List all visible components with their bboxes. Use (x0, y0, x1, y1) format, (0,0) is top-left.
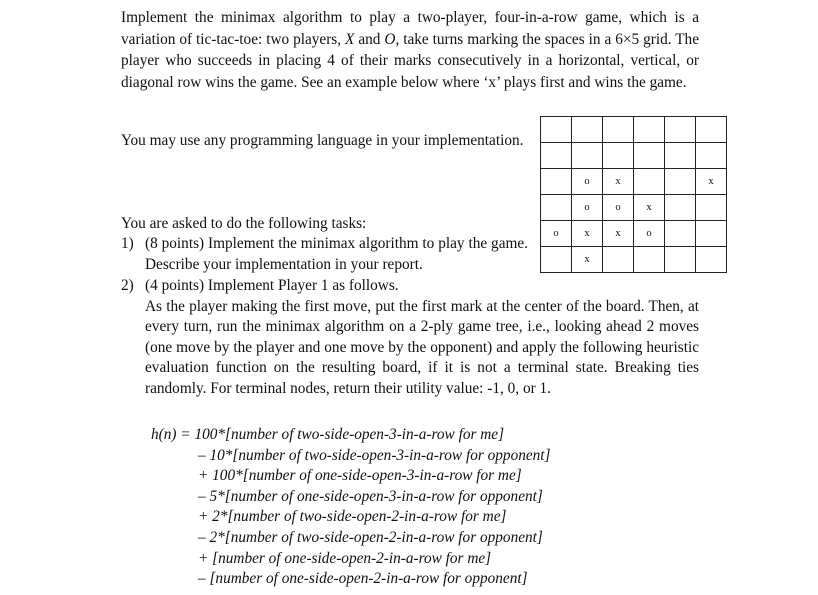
board-cell (572, 117, 603, 143)
task-item-1 (121, 234, 528, 275)
tasks-intro: You are asked to do the following tasks: (121, 215, 367, 232)
board-cell: x (603, 221, 634, 247)
board-cell (665, 221, 696, 247)
formula-line: + 2*[number of two-side-open-2-in-a-row for me] (198, 508, 507, 526)
board-row (541, 117, 727, 143)
board-cell (634, 247, 665, 273)
board-cell (603, 247, 634, 273)
task-heading-2: (4 points) Implement Player 1 as follows. (145, 277, 399, 294)
board-cell (665, 143, 696, 169)
board-cell: o (572, 169, 603, 195)
board-cell (603, 143, 634, 169)
intro-text-2: and (354, 30, 385, 48)
board-cell (665, 247, 696, 273)
formula-line: h(n) = 100*[number of two-side-open-3-in-a-row for me] (151, 426, 505, 443)
board-row (541, 195, 727, 221)
board-cell: x (572, 221, 603, 247)
board-cell (696, 143, 727, 169)
board-cell (541, 169, 572, 195)
board-cell (634, 143, 665, 169)
board-cell: x (603, 169, 634, 195)
task-item-2 (121, 276, 699, 399)
board-cell (665, 117, 696, 143)
board-cell: x (572, 247, 603, 273)
formula-line: – [number of one-side-open-2-in-a-row for opponent] (198, 570, 528, 588)
board-cell (634, 169, 665, 195)
board-cell: x (696, 169, 727, 195)
board-cell (541, 247, 572, 273)
board-cell: o (572, 195, 603, 221)
board-cell (696, 117, 727, 143)
board-cell (696, 247, 727, 273)
board-cell (541, 195, 572, 221)
board-cell (572, 143, 603, 169)
board-cell (696, 195, 727, 221)
board-cell (665, 169, 696, 195)
task-text-2: As the player making the first move, put the first mark at the center of the board. Then, at every turn, run the minimax algorithm on a 2-ply game tree, i.e., looking ahead 2 moves (one move by the player and one move by the opponent) and apply the following heuristic evaluation function on the resulting board, if it is not a terminal state. Breaking ties randomly. For terminal nodes, return their utility value: -1, 0, or 1. (145, 297, 699, 397)
player-o-symbol: O (384, 30, 396, 48)
board-row (541, 143, 727, 169)
heuristic-formula (151, 425, 551, 590)
formula-line: – 5*[number of one-side-open-3-in-a-row for opponent] (198, 487, 543, 505)
task-number-1: 1) (121, 235, 134, 252)
board-cell (665, 195, 696, 221)
programming-language-note: You may use any programming language in your implementation. (121, 132, 524, 149)
formula-line: + 100*[number of one-side-open-3-in-a-row for me] (198, 467, 522, 485)
board-row (541, 221, 727, 247)
board-cell (541, 143, 572, 169)
board-cell (634, 117, 665, 143)
intro-text-1: Implement the minimax algorithm to play a two-player, four-in-a-row game, which is a variation of tic-tac-toe: two players, (121, 9, 699, 48)
board-cell: o (541, 221, 572, 247)
formula-line: + [number of one-side-open-2-in-a-row for me] (198, 549, 492, 567)
task-number-2: 2) (121, 277, 134, 294)
task-text-1: (8 points) Implement the minimax algorithm to play the game. Describe your implementation in your report. (145, 235, 528, 273)
board-row (541, 169, 727, 195)
example-board (540, 116, 727, 273)
formula-line: – 10*[number of two-side-open-3-in-a-row for opponent] (198, 446, 551, 464)
board-row (541, 247, 727, 273)
intro-text-3: , take turns marking the spaces in a 6×5 grid. The player who succeeds in placing 4 of their marks consecutively in a horizontal, vertical, or diagonal row wins the game. See an example below where ‘x’ plays first and wins the game. (121, 30, 699, 91)
board-cell: x (634, 195, 665, 221)
board-cell: o (634, 221, 665, 247)
board-cell (603, 117, 634, 143)
board-cell: o (603, 195, 634, 221)
formula-line: – 2*[number of two-side-open-2-in-a-row for opponent] (198, 528, 543, 546)
board-cell (696, 221, 727, 247)
player-x-symbol: X (345, 30, 355, 48)
intro-paragraph (121, 7, 699, 93)
board-cell (541, 117, 572, 143)
